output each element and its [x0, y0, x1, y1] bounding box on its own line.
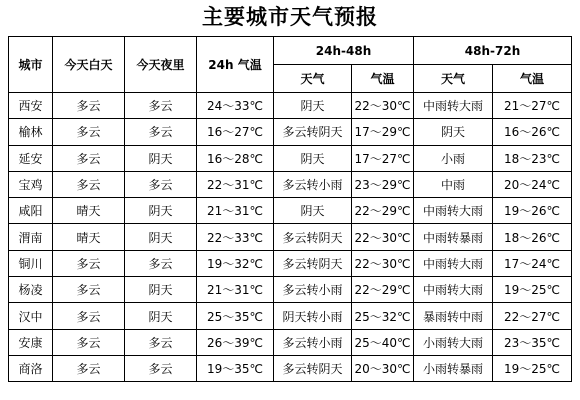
temp-24h-cell: 22～31℃	[197, 171, 274, 197]
header-weather-48h: 天气	[274, 65, 352, 93]
day-weather-cell: 多云	[53, 250, 125, 276]
weather-72h-cell: 中雨转大雨	[414, 93, 493, 119]
temp-48h-cell: 22～29℃	[352, 277, 414, 303]
temp-72h-cell: 17～24℃	[493, 250, 572, 276]
temp-48h-cell: 17～29℃	[352, 119, 414, 145]
temp-72h-cell: 18～26℃	[493, 224, 572, 250]
table-row	[9, 119, 572, 145]
day-weather-cell: 多云	[53, 355, 125, 381]
city-cell: 西安	[9, 93, 53, 119]
weather-72h-cell: 中雨转大雨	[414, 250, 493, 276]
temp-72h-cell: 19～25℃	[493, 355, 572, 381]
city-cell: 榆林	[9, 119, 53, 145]
city-cell: 安康	[9, 329, 53, 355]
day-weather-cell: 多云	[53, 145, 125, 171]
temp-24h-cell: 19～32℃	[197, 250, 274, 276]
table-row	[9, 198, 572, 224]
weather-48h-cell: 多云转小雨	[274, 329, 352, 355]
night-weather-cell: 多云	[125, 171, 197, 197]
header-row-top	[9, 37, 572, 65]
table-row	[9, 93, 572, 119]
weather-72h-cell: 小雨转大雨	[414, 329, 493, 355]
weather-48h-cell: 多云转小雨	[274, 277, 352, 303]
city-cell: 杨凌	[9, 277, 53, 303]
night-weather-cell: 多云	[125, 119, 197, 145]
day-weather-cell: 多云	[53, 93, 125, 119]
night-weather-cell: 多云	[125, 329, 197, 355]
temp-48h-cell: 25～40℃	[352, 329, 414, 355]
weather-48h-cell: 阴天转小雨	[274, 303, 352, 329]
header-temp-48h: 气温	[352, 65, 414, 93]
city-cell: 宝鸡	[9, 171, 53, 197]
night-weather-cell: 多云	[125, 355, 197, 381]
temp-72h-cell: 19～26℃	[493, 198, 572, 224]
header-city: 城市	[9, 37, 53, 93]
forecast-table	[8, 36, 572, 382]
temp-24h-cell: 22～33℃	[197, 224, 274, 250]
temp-72h-cell: 20～24℃	[493, 171, 572, 197]
header-day: 今天白天	[53, 37, 125, 93]
table-row	[9, 329, 572, 355]
day-weather-cell: 多云	[53, 303, 125, 329]
day-weather-cell: 多云	[53, 329, 125, 355]
weather-48h-cell: 阴天	[274, 93, 352, 119]
day-weather-cell: 多云	[53, 119, 125, 145]
temp-72h-cell: 23～35℃	[493, 329, 572, 355]
city-cell: 渭南	[9, 224, 53, 250]
table-row	[9, 355, 572, 381]
table-row	[9, 303, 572, 329]
city-cell: 汉中	[9, 303, 53, 329]
temp-24h-cell: 26～39℃	[197, 329, 274, 355]
temp-24h-cell: 24～33℃	[197, 93, 274, 119]
page-title: 主要城市天气预报	[202, 5, 378, 29]
night-weather-cell: 阴天	[125, 224, 197, 250]
temp-48h-cell: 22～30℃	[352, 250, 414, 276]
temp-72h-cell: 19～25℃	[493, 277, 572, 303]
night-weather-cell: 阴天	[125, 145, 197, 171]
day-weather-cell: 晴天	[53, 198, 125, 224]
day-weather-cell: 多云	[53, 277, 125, 303]
day-weather-cell: 多云	[53, 171, 125, 197]
weather-48h-cell: 多云转阴天	[274, 119, 352, 145]
temp-48h-cell: 22～30℃	[352, 224, 414, 250]
table-row	[9, 224, 572, 250]
weather-72h-cell: 中雨转大雨	[414, 277, 493, 303]
day-weather-cell: 晴天	[53, 224, 125, 250]
weather-48h-cell: 多云转阴天	[274, 355, 352, 381]
night-weather-cell: 阴天	[125, 303, 197, 329]
temp-72h-cell: 22～27℃	[493, 303, 572, 329]
header-temp-24h: 24h 气温	[197, 37, 274, 93]
weather-72h-cell: 小雨转暴雨	[414, 355, 493, 381]
temp-24h-cell: 16～28℃	[197, 145, 274, 171]
weather-72h-cell: 暴雨转中雨	[414, 303, 493, 329]
header-night: 今天夜里	[125, 37, 197, 93]
temp-48h-cell: 22～29℃	[352, 198, 414, 224]
weather-72h-cell: 阴天	[414, 119, 493, 145]
weather-72h-cell: 中雨转暴雨	[414, 224, 493, 250]
temp-48h-cell: 17～27℃	[352, 145, 414, 171]
table-row	[9, 145, 572, 171]
city-cell: 铜川	[9, 250, 53, 276]
temp-48h-cell: 25～32℃	[352, 303, 414, 329]
temp-24h-cell: 25～35℃	[197, 303, 274, 329]
table-row	[9, 171, 572, 197]
weather-48h-cell: 多云转阴天	[274, 250, 352, 276]
header-group-24-48h: 24h-48h	[274, 37, 414, 65]
night-weather-cell: 阴天	[125, 277, 197, 303]
temp-72h-cell: 18～23℃	[493, 145, 572, 171]
night-weather-cell: 多云	[125, 250, 197, 276]
temp-24h-cell: 19～35℃	[197, 355, 274, 381]
city-cell: 商洛	[9, 355, 53, 381]
weather-48h-cell: 阴天	[274, 145, 352, 171]
temp-48h-cell: 20～30℃	[352, 355, 414, 381]
table-row	[9, 250, 572, 276]
temp-48h-cell: 23～29℃	[352, 171, 414, 197]
city-cell: 咸阳	[9, 198, 53, 224]
weather-72h-cell: 中雨转大雨	[414, 198, 493, 224]
weather-48h-cell: 多云转小雨	[274, 171, 352, 197]
header-weather-72h: 天气	[414, 65, 493, 93]
weather-48h-cell: 多云转阴天	[274, 224, 352, 250]
city-cell: 延安	[9, 145, 53, 171]
temp-48h-cell: 22～30℃	[352, 93, 414, 119]
temp-24h-cell: 16～27℃	[197, 119, 274, 145]
temp-72h-cell: 21～27℃	[493, 93, 572, 119]
table-row	[9, 277, 572, 303]
weather-48h-cell: 阴天	[274, 198, 352, 224]
temp-72h-cell: 16～26℃	[493, 119, 572, 145]
header-temp-72h: 气温	[493, 65, 572, 93]
night-weather-cell: 多云	[125, 93, 197, 119]
weather-72h-cell: 中雨	[414, 171, 493, 197]
temp-24h-cell: 21～31℃	[197, 198, 274, 224]
night-weather-cell: 阴天	[125, 198, 197, 224]
temp-24h-cell: 21～31℃	[197, 277, 274, 303]
weather-72h-cell: 小雨	[414, 145, 493, 171]
header-group-48-72h: 48h-72h	[414, 37, 572, 65]
